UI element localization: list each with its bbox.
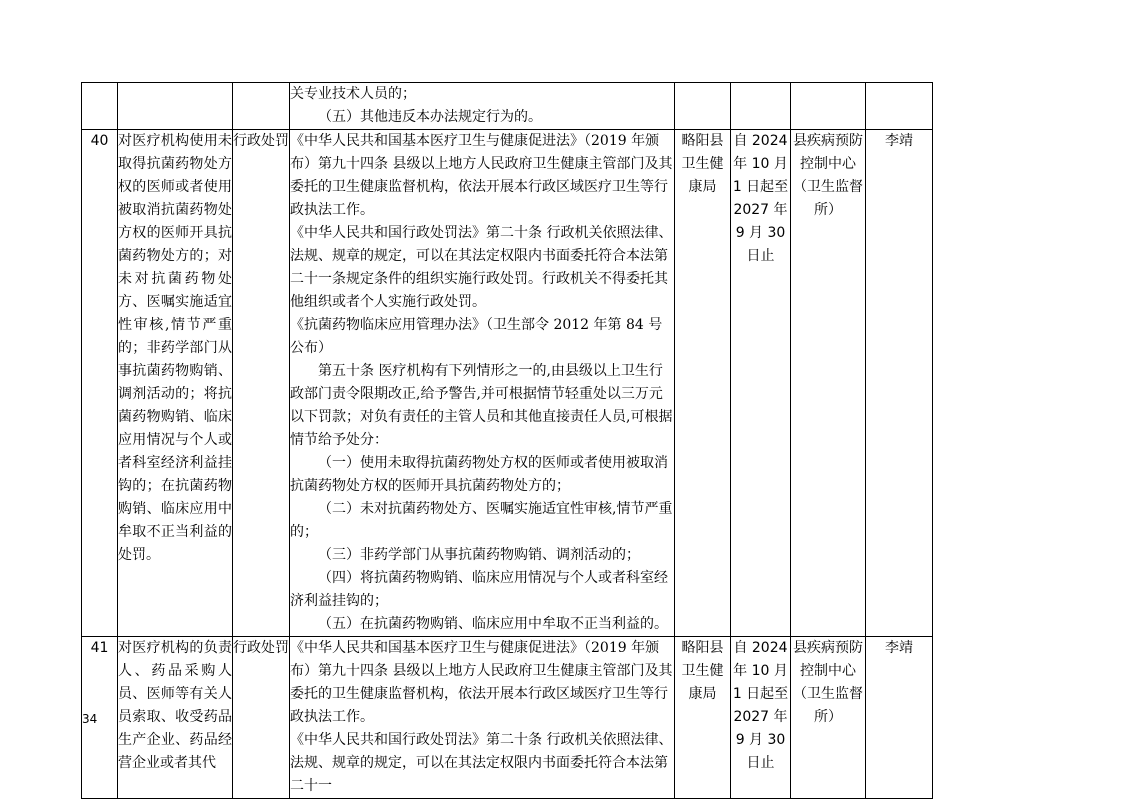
violation-item <box>118 83 233 130</box>
row-number: 40 <box>82 130 118 637</box>
entrustment-period <box>731 83 791 130</box>
legal-basis-paragraph: 《中华人民共和国基本医疗卫生与健康促进法》（2019 年颁布）第九十四条 县级以上地方人民政府卫生健康主管部门及其委托的卫生健康监督机构，依法开展本行政区域医疗卫生等行政执法工作。 <box>290 133 673 218</box>
entrusted-organization: 县疾病预防控制中心（卫生监督所） <box>791 637 866 799</box>
legal-basis-paragraph: 第五十条 医疗机构有下列情形之一的,由县级以上卫生行政部门责令限期改正,给予警告,并可根据情节轻重处以三万元以下罚款；对负有责任的主管人员和其他直接责任人员,可根据情节给予处分： <box>290 363 673 448</box>
legal-basis-paragraph: 《中华人民共和国基本医疗卫生与健康促进法》（2019 年颁布）第九十四条 县级以上地方人民政府卫生健康主管部门及其委托的卫生健康监督机构，依法开展本行政区域医疗卫生等行政执法工作。 <box>290 640 673 725</box>
violation-item: 对医疗机构的负责人、药品采购人员、医师等有关人员索取、收受药品生产企业、药品经营企业或者其代 <box>118 637 233 799</box>
legal-basis-paragraph: 《抗菌药物临床应用管理办法》（卫生部令 2012 年第 84 号公布） <box>290 317 663 356</box>
row-number <box>82 83 118 130</box>
table-row <box>82 130 933 637</box>
contact-person: 李靖 <box>866 637 933 799</box>
legal-basis <box>290 130 675 637</box>
legal-basis-paragraph: 《中华人民共和国行政处罚法》第二十条 行政机关依照法律、法规、规章的规定，可以在其法定权限内书面委托符合本法第二十一条规定条件的组织实施行政处罚。行政机关不得委托其他组织或者个人实施行政处罚。 <box>290 225 673 310</box>
table-row <box>82 637 933 799</box>
entrusting-department: 略阳县卫生健康局 <box>675 130 731 637</box>
legal-basis-paragraph: （一）使用未取得抗菌药物处方权的医师或者使用被取消抗菌药物处方权的医师开具抗菌药物处方的； <box>290 455 668 494</box>
contact-person: 李靖 <box>866 130 933 637</box>
row-number: 41 <box>82 637 118 799</box>
legal-basis-paragraph: 关专业技术人员的； <box>290 86 416 102</box>
entrusting-department: 略阳县卫生健康局 <box>675 637 731 799</box>
entrusted-organization: 县疾病预防控制中心（卫生监督所） <box>791 130 866 637</box>
penalty-type: 行政处罚 <box>233 130 290 637</box>
penalty-type: 行政处罚 <box>233 637 290 799</box>
contact-person <box>866 83 933 130</box>
page-number: 34 <box>82 712 98 726</box>
legal-basis-paragraph: （五）其他违反本办法规定行为的。 <box>318 109 542 125</box>
enforcement-table <box>81 82 933 799</box>
violation-item: 对医疗机构使用未取得抗菌药物处方权的医师或者使用被取消抗菌药物处方权的医师开具抗菌药物处方的；对未对抗菌药物处方、医嘱实施适宜性审核,情节严重的；非药学部门从事抗菌药物购销、调剂活动的；将抗菌药物购销、临床应用情况与个人或者科室经济利益挂钩的；在抗菌药物购销、临床应用中牟取不正当利益的处罚。 <box>118 130 233 637</box>
table-row <box>82 83 933 130</box>
legal-basis-paragraph: （四）将抗菌药物购销、临床应用情况与个人或者科室经济利益挂钩的； <box>290 570 668 609</box>
legal-basis <box>290 83 675 130</box>
penalty-type <box>233 83 290 130</box>
legal-basis-paragraph: （三）非药学部门从事抗菌药物购销、调剂活动的； <box>318 547 640 563</box>
entrusted-organization <box>791 83 866 130</box>
legal-basis <box>290 637 675 799</box>
legal-basis-paragraph: （二）未对抗菌药物处方、医嘱实施适宜性审核,情节严重的； <box>290 501 673 540</box>
entrusting-department <box>675 83 731 130</box>
entrustment-period: 自 2024 年 10 月 1 日起至 2027 年 9 月 30 日止 <box>731 130 791 637</box>
entrustment-period: 自 2024 年 10 月 1 日起至 2027 年 9 月 30 日止 <box>731 637 791 799</box>
legal-basis-paragraph: （五）在抗菌药物购销、临床应用中牟取不正当利益的。 <box>318 616 668 632</box>
legal-basis-paragraph: 《中华人民共和国行政处罚法》第二十条 行政机关依照法律、法规、规章的规定，可以在其法定权限内书面委托符合本法第二十一 <box>290 732 673 794</box>
